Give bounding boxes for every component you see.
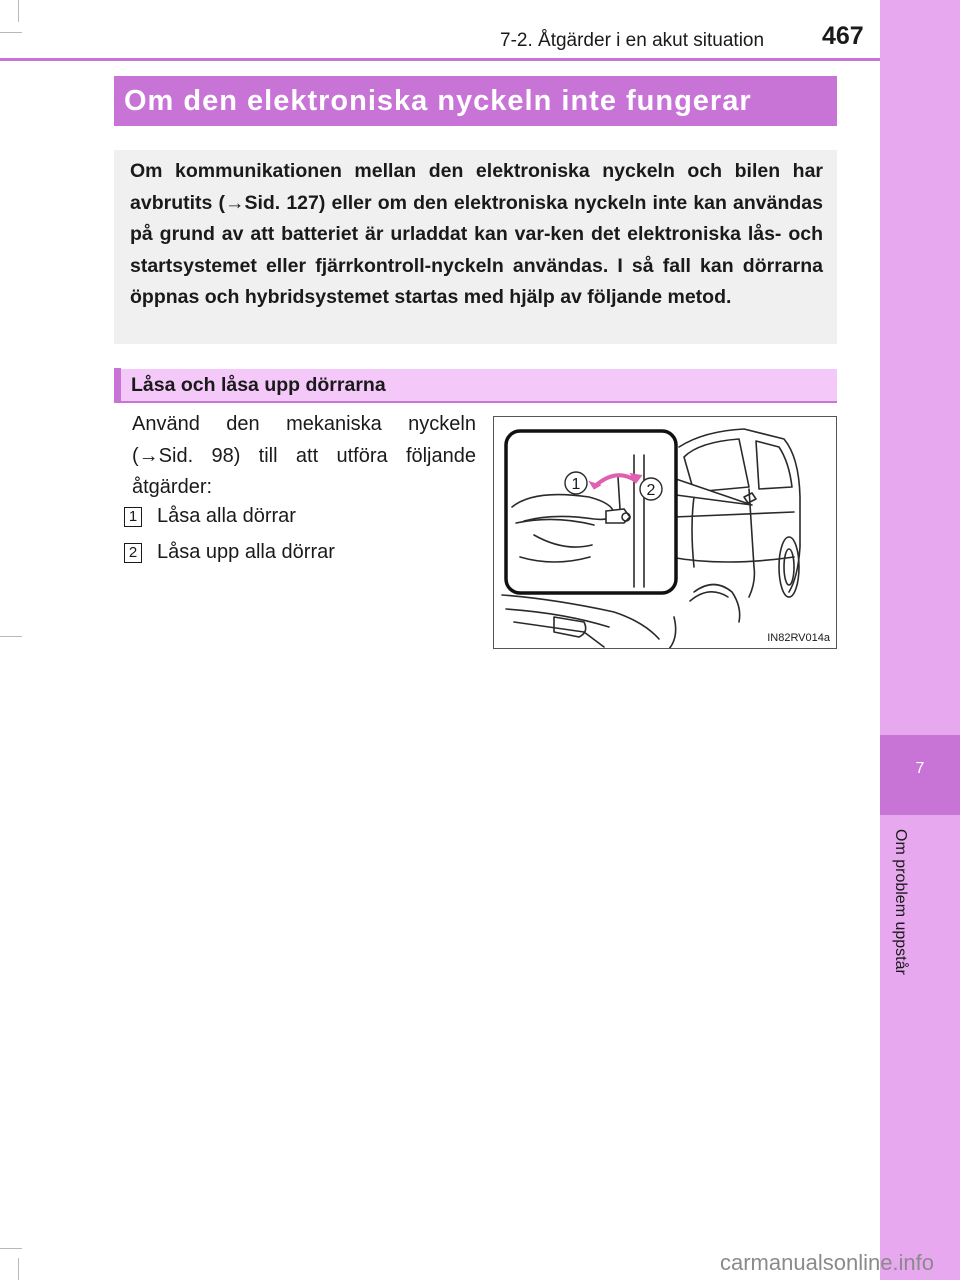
- figure-code: IN82RV014a: [767, 632, 830, 644]
- subsection-body: Använd den mekaniska nyckeln (→Sid. 98) till att utföra följande åtgärder:: [132, 413, 476, 499]
- subsection-title: Låsa och låsa upp dörrarna: [131, 373, 386, 396]
- watermark: carmanualsonline.info: [720, 1250, 935, 1275]
- subsection-marker: [114, 368, 121, 402]
- crop-mark: [0, 636, 22, 637]
- step-number: 2: [124, 543, 142, 563]
- crop-mark: [0, 32, 22, 33]
- chapter-number: 7: [915, 760, 925, 777]
- subsection-title-bar: [114, 369, 837, 403]
- car-door-drawing: [494, 417, 837, 649]
- step-item: [124, 505, 296, 528]
- section-title: Om den elektroniska nyckeln inte fungerar: [124, 84, 752, 117]
- step-label: Låsa upp alla dörrar: [157, 541, 335, 563]
- chapter-side-tab: [880, 0, 960, 1280]
- callout-2: 2: [646, 482, 656, 499]
- section-title-bar: [114, 76, 837, 126]
- running-head: 7-2. Åtgärder i en akut situation: [500, 30, 765, 51]
- callout-1: 1: [571, 476, 581, 493]
- intro-text: Om kommunikationen mellan den elektroniska nyckeln och bilen har avbrutits (→Sid. 127) eller om den elektroniska nyckeln inte kan användas på grund av att batteriet är urladdat kan var-ken det elektroniska lås- och startsystemet eller fjärrkontroll-nyckeln användas. I så fall kan dörrarna öppnas och hybridsystemet startas med hjälp av följande metod.: [130, 160, 823, 309]
- intro-box: [114, 150, 837, 344]
- chapter-title: Om problem uppstår: [892, 829, 909, 975]
- step-number: 1: [124, 507, 142, 527]
- step-item: [124, 541, 335, 564]
- door-key-illustration: [493, 416, 837, 649]
- crop-mark: [0, 1248, 22, 1249]
- crop-mark: [18, 0, 19, 22]
- crop-mark: [18, 1258, 19, 1280]
- header-rule: [0, 58, 880, 61]
- page-number: 467: [822, 22, 864, 50]
- step-label: Låsa alla dörrar: [157, 505, 296, 527]
